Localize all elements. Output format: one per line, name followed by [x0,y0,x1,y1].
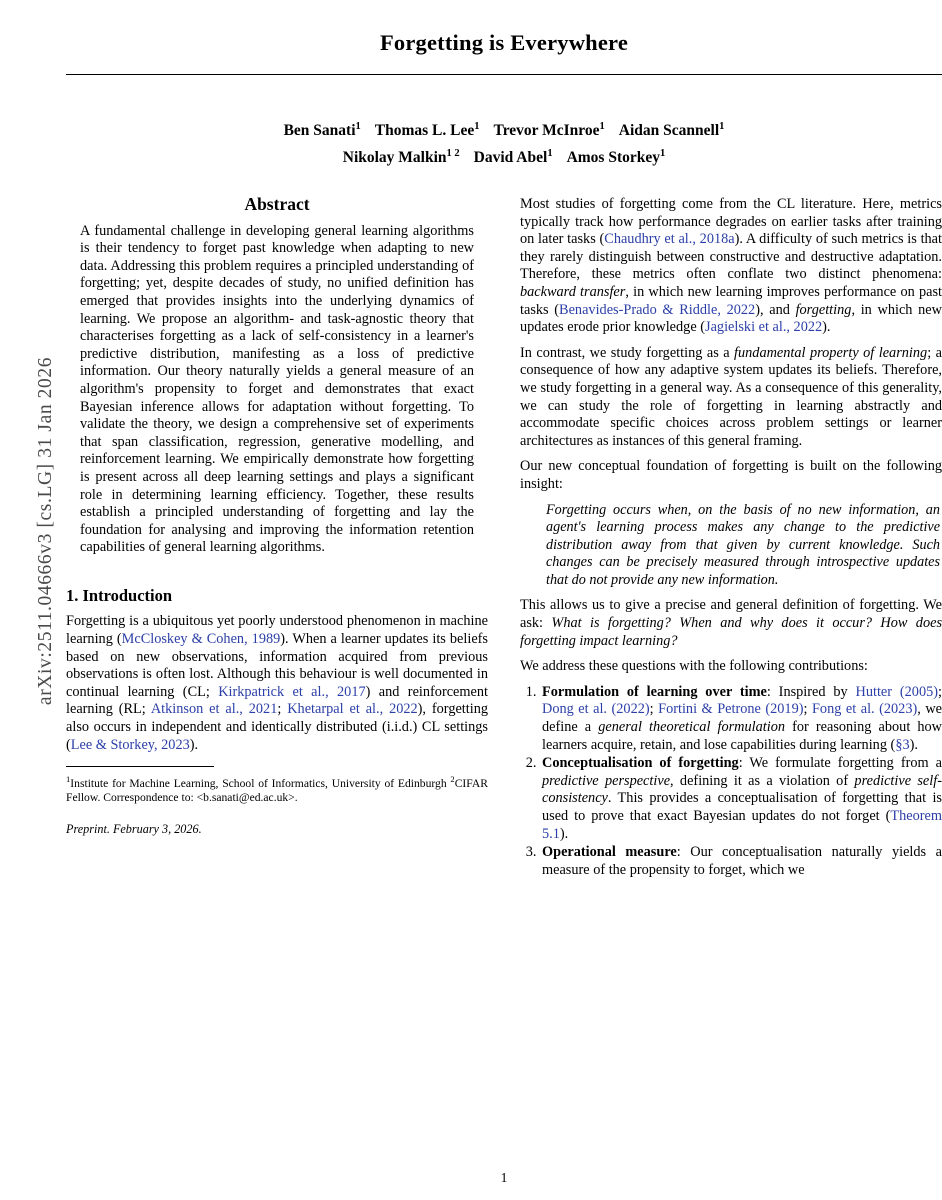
two-column-body [66,196,942,880]
intro-paragraph-1: Forgetting is a ubiquitous yet poorly understood phenomenon in machine learning (McCloskey & Cohen, 1989). When a learner updates its beliefs based on new observations, information acquired from previous observations is often lost. Although this behaviour is well documented in continual learning (CL; Kirkpatrick et al., 2017) and reinforcement learning (RL; Atkinson et al., 2021; Khetarpal et al., 2022), forgetting also occurs in independent and identically distributed (i.i.d.) CL settings (Lee & Storkey, 2023). [66,613,489,753]
right-paragraph-2: In contrast, we study forgetting as a fundamental property of learning; a consequence of how any adaptive system updates its beliefs. Therefore, we study forgetting in a general way. As a consequence of this generality, we can study the role of forgetting in learning abstractly and accommodate specific choices across problem settings or learner architectures as instances of this general framing. [520,344,942,449]
affiliation-marker: 1 [474,121,480,132]
affiliation-marker: 1 2 [446,148,460,160]
author: Aidan Scannell$^1$ [618,121,725,140]
paper-page [66,0,942,1200]
section-reference-link[interactable]: §3 [895,736,910,753]
citation-link[interactable]: Hutter [855,683,893,700]
citation-link[interactable]: Fong et al. (2023) [811,701,918,718]
affiliation-marker: 1 [355,121,361,132]
author: Amos Storkey$^1$ [566,148,666,167]
right-paragraph-4: This allows us to give a precise and general definition of forgetting. We ask: What is forgetting? When and why does it occur? How does forgetting impact learning? [520,597,942,649]
author-line-2 [66,142,942,169]
affiliation-marker: 1 [660,148,666,160]
right-paragraph-1: Most studies of forgetting come from the CL literature. Here, metrics typically track how performance degrades on earlier tasks after training on later tasks (Chaudhry et al., 2018a). A difficulty of such metrics is that they rarely distinguish between constructive and destructive adaptation. Therefore, these metrics often conflate two distinct phenomena: backward transfer, in which new learning improves performance on past tasks (Benavides-Prado & Riddle, 2022), and forgetting, in which new updates erode prior knowledge (Jagielski et al., 2022). [520,196,942,336]
affiliation-marker: 1 [599,121,605,132]
author-list [66,115,942,169]
citation-link[interactable]: Dong et al. (2022) [542,701,650,718]
insight-quote: Forgetting occurs when, on the basis of no new information, an agent's learning process makes any change to the predictive distribution away from that given by current knowledge. Such changes can be precisely measured through introspective updates that do not provide any new information. [546,501,940,588]
author-line-1 [66,115,942,142]
citation-link[interactable]: Fortini & Petrone (2019) [658,701,804,718]
citation-link[interactable]: (2005) [899,683,939,700]
affiliation-marker: 1 [547,148,553,160]
citation-link[interactable]: Lee & Storkey, 2023 [70,736,190,753]
author: Nikolay Malkin$^{1 2}$ [342,148,460,167]
list-item: 3. Operational measure: Our conceptualisation naturally yields a measure of the propensity to forget, which we [540,844,942,879]
abstract-body: A fundamental challenge in developing general learning algorithms is their tendency to forget past knowledge when adapting to new data. Addressing this problem requires a principled understanding of forgetting; yet, despite decades of study, no unified definition has emerged that provides insights into the underlying dynamics of learning. We propose an algorithm- and task-agnostic theory that characterises forgetting as a lack of self-consistency in a learner's predictive distribution, manifesting as a loss of predictive information. Our theory naturally yields a general measure of an algorithm's propensity to forget and demonstrates that exact Bayesian inference allows for adaptation without forgetting. To validate the theory, we design a comprehensive set of experiments that span classification, regression, generative modelling, and reinforcement learning. We empirically demonstrate how forgetting is present across all deep learning settings and plays a significant role in determining learning efficiency. Together, these results establish a principled understanding of forgetting and lay the foundation for analysing and improving the information retention capabilities of general learning algorithms. [80,222,474,556]
footnote-affiliations: $^1$Institute for Machine Learning, School of Informatics, University of Edinburgh $^2$CIFAR Fellow. Correspondence to: <b.sanati@ed.ac.uk>. [66,774,488,805]
citation-link[interactable]: Atkinson et al., 2021 [150,701,278,718]
right-paragraph-5: We address these questions with the following contributions: [520,658,868,675]
citation-link[interactable]: Chaudhry et al., 2018a [604,231,735,248]
theorem-reference-link[interactable]: Theorem 5.1 [542,808,942,842]
right-column [520,196,942,880]
author: David Abel$^1$ [473,148,553,167]
abstract-heading: Abstract [244,194,310,214]
affiliation-marker: 1 [719,121,725,132]
page-title: Forgetting is Everywhere [379,30,629,55]
contributions-list [520,684,942,880]
footnote-divider [66,766,214,767]
page-number: 1 [500,1170,508,1185]
right-paragraph-3: Our new conceptual foundation of forgetting is built on the following insight: [520,458,942,492]
author: Thomas L. Lee$^1$ [374,121,480,140]
citation-link[interactable]: Benavides-Prado & Riddle, 2022 [559,301,756,318]
author: Ben Sanati$^1$ [283,121,361,140]
preprint-notice: Preprint. February 3, 2026. [66,822,202,837]
citation-link[interactable]: Kirkpatrick et al., 2017 [218,683,366,700]
arxiv-identifier-stamp: arXiv:2511.04666v3 [cs.LG] 31 Jan 2026 [35,356,56,706]
left-column [66,196,488,880]
citation-link[interactable]: Khetarpal et al., 2022 [287,701,418,718]
citation-link[interactable]: Jagielski et al., 2022 [705,319,823,336]
list-item: 2. Conceptualisation of forgetting: We formulate forgetting from a predictive perspective, defining it as a violation of predictive self-consistency. This provides a conceptualisation of forgetting that is used to prove that exact Bayesian updates do not forget (Theorem 5.1). [540,755,942,843]
list-item: 1. Formulation of learning over time: Inspired by Hutter (2005); Dong et al. (2022); Fortini & Petrone (2019); Fong et al. (2023), we define a general theoretical formulation for reasoning about how learners acquire, retain, and lose capabilities during learning (§3). [540,684,942,754]
citation-link[interactable]: McCloskey & Cohen, 1989 [121,631,281,648]
title-divider [66,74,942,75]
section-heading-introduction: 1. Introduction [66,585,173,605]
author: Trevor McInroe$^1$ [493,121,605,140]
